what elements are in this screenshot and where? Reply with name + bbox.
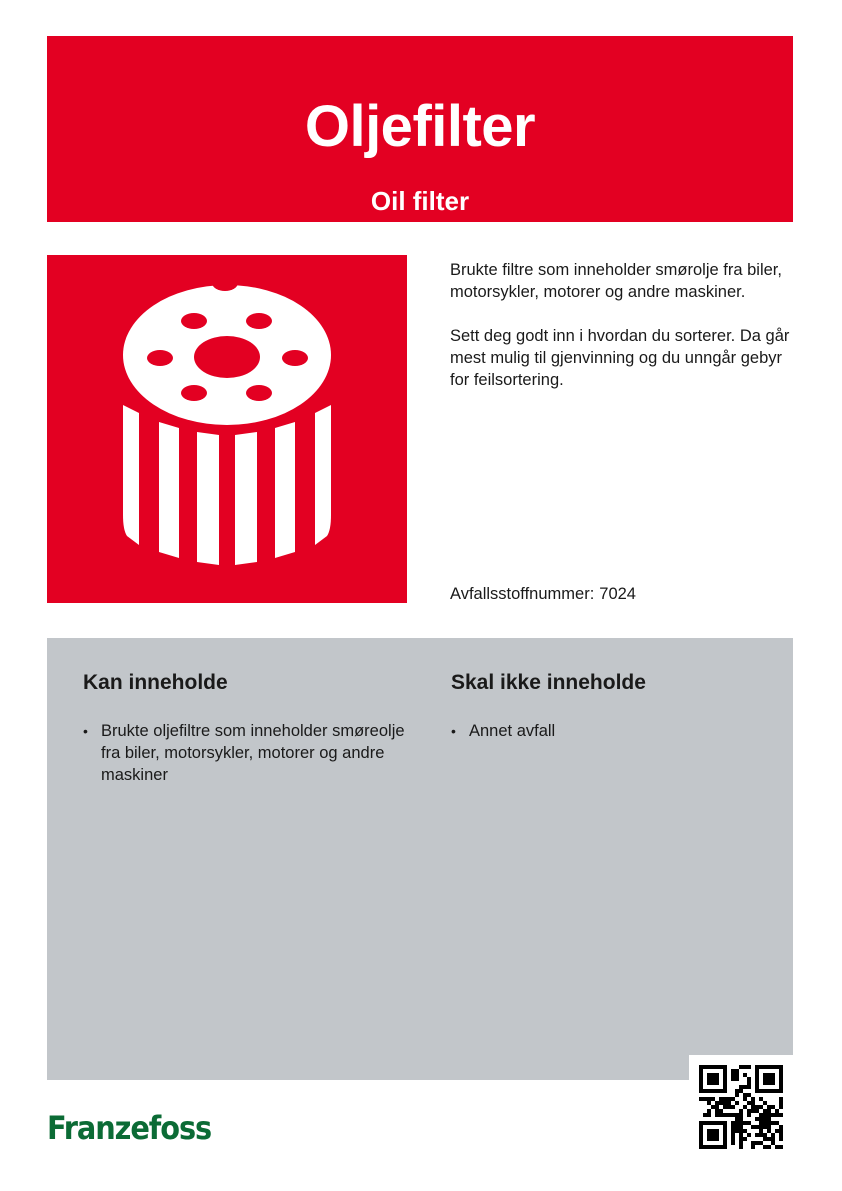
qr-code-box [689, 1055, 793, 1159]
oil-filter-icon-box [47, 255, 407, 603]
header-banner [47, 36, 793, 222]
waste-number [450, 584, 636, 604]
page-subtitle: Oil filter [370, 186, 470, 216]
must-not-contain-list [451, 720, 771, 742]
can-contain-list [83, 720, 413, 786]
description-paragraph: Sett deg godt inn i hvordan du sorterer. Da går mest mulig til gjenvinning og du unngår gebyr for feilsortering. [450, 327, 790, 389]
description-paragraph: Brukte filtre som inneholder smørolje fra biler, motorsykler, motorer og andre maskiner. [450, 261, 782, 301]
content-panel [47, 638, 793, 1080]
description [450, 259, 795, 413]
must-not-contain-section [451, 668, 771, 742]
list-item: • Annet avfall [451, 720, 771, 742]
must-not-contain-heading: Skal ikke inneholde [451, 671, 646, 694]
qr-code-icon [699, 1065, 783, 1149]
waste-number-label: Avfallsstoffnummer: [450, 585, 595, 603]
page-title: Oljefilter [304, 94, 536, 159]
oil-filter-icon [47, 255, 407, 603]
can-contain-section [83, 668, 413, 786]
can-contain-heading: Kan inneholde [83, 671, 228, 694]
franzefoss-logo: Franzefoss [47, 1109, 212, 1147]
waste-number-value: 7024 [599, 585, 636, 603]
list-item: • Brukte oljefiltre som inneholder smøreolje fra biler, motorsykler, motorer og andre maskiner [83, 720, 413, 786]
